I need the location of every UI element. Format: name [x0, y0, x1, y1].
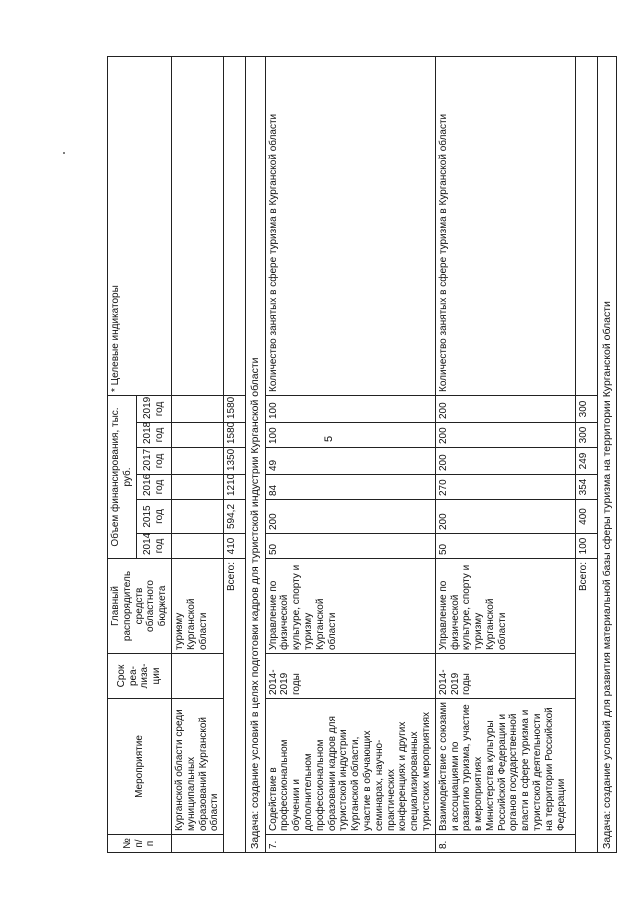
total-value: 354: [575, 475, 597, 500]
row-indicator: Количество занятых в сфере туризма в Курганской области: [265, 56, 435, 395]
header-executor: Главный распорядитель средств областного бюджета: [108, 559, 172, 654]
cont-value: [171, 534, 223, 559]
row-value: 200: [265, 500, 435, 534]
row-value: 270: [435, 475, 575, 500]
row-executor: Управление по физической культуре, спорту и туризму Курганской области: [435, 559, 575, 654]
header-funding: Объем финансирования, тыс. руб.: [108, 395, 137, 558]
header-year: 2016 год: [137, 475, 172, 500]
rotated-table-wrapper: [107, 57, 613, 853]
cont-value: [171, 475, 223, 500]
total-value: 1350: [224, 448, 246, 475]
total-value: 300: [575, 423, 597, 448]
page-number: 5: [323, 435, 335, 442]
header-year: 2015 год: [137, 500, 172, 534]
row-activity: Содействие в профессиональном обучении и дополнительном профессиональном образовании кадров для туристской индустрии Курганской области, участие в обучающих семинарах, научно-практических конференциях и других специализированных туристских мероприятиях: [265, 699, 435, 835]
row-indicator: Количество занятых в сфере туризма в Курганской области: [435, 56, 575, 395]
row-value: 100: [265, 395, 435, 422]
row-term: 2014-2019 годы: [435, 654, 575, 699]
row-value: 50: [435, 534, 575, 559]
row-term: 2014-2019 годы: [265, 654, 435, 699]
header-year: 2014 год: [137, 534, 172, 559]
row-value: 100: [265, 423, 435, 448]
row-num: 7.: [265, 835, 435, 853]
total-value: 400: [575, 500, 597, 534]
scan-speck: [63, 152, 65, 154]
header-year: 2019 год: [137, 395, 172, 422]
total-value: 100: [575, 534, 597, 559]
total-value: 1580: [224, 423, 246, 448]
total-value: 249: [575, 448, 597, 475]
total-label: Всего:: [575, 559, 597, 853]
total-value: 300: [575, 395, 597, 422]
row-value: 200: [435, 395, 575, 422]
row-executor: Управление по физической культуре, спорту и туризму Курганской области: [265, 559, 435, 654]
cont-num: [171, 835, 223, 853]
row-value: 200: [435, 423, 575, 448]
header-year: 2018 год: [137, 423, 172, 448]
cont-value: [171, 423, 223, 448]
row-activity: Взаимодействие с союзами и ассоциациями по развитию туризма, участие в мероприятиях Министерства культуры Российской Федерации и органов государственной власти в сфере туризма и туристской деятельности на территории Российской Федерации: [435, 699, 575, 835]
row-value: 49: [265, 448, 435, 475]
cont-indicator: [171, 56, 223, 395]
header-year: 2017 год: [137, 448, 172, 475]
task-heading: Задача: создание условий для развития материальной базы сферы туризма на территории Курганской области: [597, 56, 616, 852]
program-activities-table: [107, 56, 617, 853]
total-value: 1580: [224, 395, 246, 422]
header-activity: Мероприятие: [108, 699, 172, 835]
cont-executor: туризму Курганской области: [171, 559, 223, 654]
row-value: 200: [435, 500, 575, 534]
total-value: 410: [224, 534, 246, 559]
header-num: № п/п: [108, 835, 172, 853]
total-label: Всего:: [224, 559, 246, 853]
row-value: 50: [265, 534, 435, 559]
total-value: 594,2: [224, 500, 246, 534]
row-value: 200: [435, 448, 575, 475]
cont-term: [171, 654, 223, 699]
row-num: 8.: [435, 835, 575, 853]
header-indicators: * Целевые индикаторы: [108, 56, 172, 395]
cont-value: [171, 500, 223, 534]
task-heading: Задача: создание условий в целях подготовки кадров для туристской индустрии Курганской области: [246, 56, 265, 852]
total-value: 1210: [224, 475, 246, 500]
header-term: Срок реа-лиза-ции: [108, 654, 172, 699]
cont-value: [171, 395, 223, 422]
total-indicator: [575, 56, 597, 395]
total-indicator: [224, 56, 246, 395]
cont-activity: Курганской области среди муниципальных образований Курганской области: [171, 699, 223, 835]
cont-value: [171, 448, 223, 475]
row-value: 84: [265, 475, 435, 500]
